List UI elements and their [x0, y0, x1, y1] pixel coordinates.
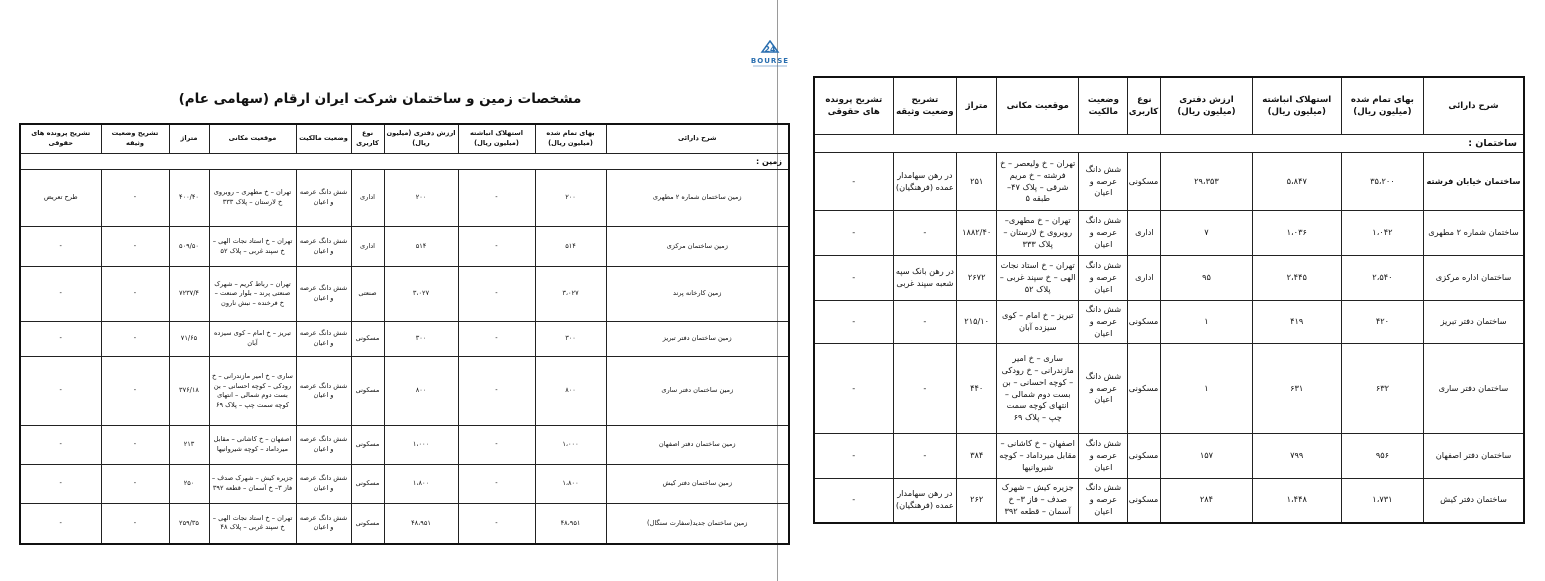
area-cell: ۱۸۸۲/۴۰	[957, 211, 997, 256]
cost-price-cell: ۱،۷۳۱	[1341, 479, 1423, 523]
usage-type-cell: مسکونی	[1128, 301, 1161, 344]
page-title: مشخصات زمین و ساختمان شرکت ایران ارقام (سهامی عام)	[178, 91, 582, 107]
legal-cases-cell: -	[20, 425, 101, 464]
accumulated-depreciation-cell: -	[458, 357, 535, 425]
table-row	[814, 301, 1524, 344]
area-cell: ۳۸۴	[957, 434, 997, 479]
asset-description-cell: زمین ساختمان جدید(سفارت سنگال)	[606, 503, 789, 544]
book-value-cell: ۳،۰۲۷	[384, 267, 458, 321]
book-value-cell: ۲۸۴	[1161, 479, 1252, 523]
book-value-cell: ۸۰۰	[384, 357, 458, 425]
collateral-status-cell: -	[101, 321, 169, 357]
location-cell: تهران – خ ولیعصر – خ فرشته – خ مریم شرقی – پلاک ۴۷– طبقه ۵	[997, 153, 1079, 211]
cost-price-cell: ۳،۰۲۷	[535, 267, 606, 321]
section-row	[814, 135, 1524, 153]
area-cell: ۷۱/۶۵	[169, 321, 209, 357]
usage-type-cell: مسکونی	[1128, 479, 1161, 523]
book-value-cell: ۴۸،۹۵۱	[384, 503, 458, 544]
table-row	[20, 425, 789, 464]
accumulated-depreciation-cell: ۱،۴۴۸	[1252, 479, 1341, 523]
book-value-cell: ۷	[1161, 211, 1252, 256]
section-label: زمین :	[20, 154, 789, 170]
ownership-status-cell: شش دانگ عرصه و اعیان	[296, 170, 351, 226]
accumulated-depreciation-cell: -	[458, 321, 535, 357]
usage-type-cell: اداری	[351, 226, 384, 267]
accumulated-depreciation-cell: -	[458, 267, 535, 321]
table-row	[20, 464, 789, 503]
building-table	[813, 76, 1525, 524]
location-cell: ساری – خ امیر مازندرانی – خ رودکی – کوچه احسانی – بن بست دوم شمالی – انتهای کوچه سمت چپ – پلاک ۶۹	[997, 344, 1079, 434]
cost-price-cell: ۲،۵۴۰	[1341, 256, 1423, 301]
col-header: تشریح وضعیت وثیقه	[893, 77, 957, 135]
collateral-status-cell: -	[101, 226, 169, 267]
legal-cases-cell: -	[814, 344, 893, 434]
location-cell: تهران – رباط کریم – شهرک صنعتی پرند – بلوار صنعت – خ فرخنده – نبش نارون	[209, 267, 296, 321]
cost-price-cell: ۵۱۴	[535, 226, 606, 267]
location-cell: تهران – خ مطهری – روبروی خ لارستان – پلاک ۳۳۳	[209, 170, 296, 226]
table-row	[20, 267, 789, 321]
accumulated-depreciation-cell: ۲،۴۴۵	[1252, 256, 1341, 301]
table-row	[814, 256, 1524, 301]
area-cell: ۲۵۰	[169, 464, 209, 503]
location-cell: تهران – خ استاد نجات الهی – خ سپند غربی – پلاک ۴۸	[209, 503, 296, 544]
ownership-status-cell: شش دانگ عرصه و اعیان	[296, 464, 351, 503]
location-cell: جزیره کیش – شهرک صدف – فاز ۳– خ آسمان – قطعه ۳۹۲	[997, 479, 1079, 523]
legal-cases-cell: -	[814, 211, 893, 256]
legal-cases-cell: -	[20, 357, 101, 425]
location-cell: جزیره کیش – شهرک صدف – فاز ۳– خ آسمان – قطعه ۳۹۲	[209, 464, 296, 503]
col-header: شرح دارائی	[606, 124, 789, 154]
area-cell: ۴۰۰/۴۰	[169, 170, 209, 226]
collateral-status-cell: -	[893, 434, 957, 479]
col-header: موقعیت مکانی	[209, 124, 296, 154]
table-row	[814, 479, 1524, 523]
col-header: تشریح پرونده های حقوقی	[20, 124, 101, 154]
ownership-status-cell: شش دانگ عرصه و اعیان	[296, 321, 351, 357]
area-cell: ۳۷۶/۱۸	[169, 357, 209, 425]
legal-cases-cell: -	[20, 321, 101, 357]
logo-text: BOURSE	[750, 57, 790, 65]
accumulated-depreciation-cell: ۵،۸۴۷	[1252, 153, 1341, 211]
asset-description-cell: زمین ساختمان شماره ۲ مطهری	[606, 170, 789, 226]
col-header: موقعیت مکانی	[997, 77, 1079, 135]
land-table	[19, 123, 790, 545]
svg-text:24: 24	[764, 45, 776, 54]
cost-price-cell: ۱،۰۰۰	[535, 425, 606, 464]
ownership-status-cell: شش دانگ عرصه و اعیان	[296, 226, 351, 267]
location-cell: اصفهان – خ کاشانی – مقابل میرداماد – کوچه شیروانیها	[209, 425, 296, 464]
area-cell: ۲۵۱	[957, 153, 997, 211]
asset-description-cell: زمین ساختمان دفتر ساری	[606, 357, 789, 425]
legal-cases-cell: -	[20, 267, 101, 321]
collateral-status-cell: -	[893, 301, 957, 344]
area-cell: ۲۶۷۲	[957, 256, 997, 301]
ownership-status-cell: شش دانگ عرصه و اعیان	[1079, 301, 1128, 344]
area-cell: ۲۱۵/۱۰	[957, 301, 997, 344]
legal-cases-cell: -	[814, 153, 893, 211]
area-cell: ۲۵۹/۳۵	[169, 503, 209, 544]
collateral-status-cell: در رهن سهامدار عمده (فرهنگیان)	[893, 153, 957, 211]
ownership-status-cell: شش دانگ عرصه و اعیان	[1079, 256, 1128, 301]
col-header: نوع کاربری	[1128, 77, 1161, 135]
usage-type-cell: مسکونی	[351, 357, 384, 425]
accumulated-depreciation-cell: -	[458, 464, 535, 503]
collateral-status-cell: در رهن سهامدار عمده (فرهنگیان)	[893, 479, 957, 523]
location-cell: تهران – خ مطهری– روبروی خ لارستان – پلاک ۳۳۳	[997, 211, 1079, 256]
asset-description-cell: ساختمان اداره مرکزی	[1423, 256, 1524, 301]
table-row	[814, 153, 1524, 211]
col-header: بهای تمام شده (میلیون ریال)	[535, 124, 606, 154]
ownership-status-cell: شش دانگ عرصه و اعیان	[296, 425, 351, 464]
location-cell: تهران – خ استاد نجات الهی – خ سپند غربی – پلاک ۵۲	[209, 226, 296, 267]
col-header: ارزش دفتری (میلیون ریال)	[1161, 77, 1252, 135]
asset-description-cell: ساختمان خیابان فرشته	[1423, 153, 1524, 211]
book-value-cell: ۲۰۰	[384, 170, 458, 226]
usage-type-cell: اداری	[1128, 211, 1161, 256]
land-table-body	[20, 154, 789, 545]
area-cell: ۷۲۳۷/۴	[169, 267, 209, 321]
usage-type-cell: اداری	[351, 170, 384, 226]
usage-type-cell: مسکونی	[1128, 344, 1161, 434]
book-value-cell: ۳۰۰	[384, 321, 458, 357]
accumulated-depreciation-cell: ۴۱۹	[1252, 301, 1341, 344]
table-row	[814, 211, 1524, 256]
ownership-status-cell: شش دانگ عرصه و اعیان	[296, 267, 351, 321]
legal-cases-cell: -	[814, 256, 893, 301]
usage-type-cell: مسکونی	[351, 425, 384, 464]
accumulated-depreciation-cell: ۶۳۱	[1252, 344, 1341, 434]
legal-cases-cell: -	[814, 479, 893, 523]
collateral-status-cell: -	[893, 211, 957, 256]
legal-cases-cell: -	[20, 503, 101, 544]
usage-type-cell: مسکونی	[1128, 153, 1161, 211]
ownership-status-cell: شش دانگ عرصه و اعیان	[1079, 344, 1128, 434]
ownership-status-cell: شش دانگ عرصه و اعیان	[1079, 211, 1128, 256]
usage-type-cell: مسکونی	[351, 503, 384, 544]
legal-cases-cell: -	[20, 464, 101, 503]
col-header: وضعیت مالکیت	[1079, 77, 1128, 135]
legal-cases-cell: -	[814, 434, 893, 479]
book-value-cell: ۵۱۴	[384, 226, 458, 267]
asset-description-cell: زمین ساختمان دفتر اصفهان	[606, 425, 789, 464]
ownership-status-cell: شش دانگ عرصه و اعیان	[1079, 153, 1128, 211]
cost-price-cell: ۱،۸۰۰	[535, 464, 606, 503]
col-header: وضعیت مالکیت	[296, 124, 351, 154]
book-value-cell: ۹۵	[1161, 256, 1252, 301]
asset-description-cell: ساختمان دفتر تبریز	[1423, 301, 1524, 344]
usage-type-cell: اداری	[1128, 256, 1161, 301]
usage-type-cell: مسکونی	[351, 321, 384, 357]
table-row	[20, 170, 789, 226]
book-value-cell: ۱،۰۰۰	[384, 425, 458, 464]
cost-price-cell: ۴۸،۹۵۱	[535, 503, 606, 544]
accumulated-depreciation-cell: ۷۹۹	[1252, 434, 1341, 479]
table-row	[20, 357, 789, 425]
collateral-status-cell: -	[893, 344, 957, 434]
cost-price-cell: ۲۰۰	[535, 170, 606, 226]
collateral-status-cell: -	[101, 425, 169, 464]
cost-price-cell: ۱،۰۴۲	[1341, 211, 1423, 256]
col-header: متراژ	[169, 124, 209, 154]
bourse-logo-icon	[745, 40, 795, 70]
area-cell: ۵۰۹/۵۰	[169, 226, 209, 267]
ownership-status-cell: شش دانگ عرصه و اعیان	[1079, 479, 1128, 523]
section-label: ساختمان :	[814, 135, 1524, 153]
accumulated-depreciation-cell: ۱،۰۳۶	[1252, 211, 1341, 256]
col-header: تشریح پرونده های حقوقی	[814, 77, 893, 135]
asset-description-cell: زمین ساختمان مرکزی	[606, 226, 789, 267]
table-row	[814, 434, 1524, 479]
accumulated-depreciation-cell: -	[458, 425, 535, 464]
table-header-row	[20, 124, 789, 154]
collateral-status-cell: -	[101, 464, 169, 503]
collateral-status-cell: -	[101, 267, 169, 321]
cost-price-cell: ۳۰۰	[535, 321, 606, 357]
accumulated-depreciation-cell: -	[458, 226, 535, 267]
ownership-status-cell: شش دانگ عرصه و اعیان	[296, 503, 351, 544]
collateral-status-cell: -	[101, 503, 169, 544]
table-row	[20, 503, 789, 544]
legal-cases-cell: -	[20, 226, 101, 267]
col-header: نوع کاربری	[351, 124, 384, 154]
col-header: استهلاک انباشته (میلیون ریال)	[458, 124, 535, 154]
legal-cases-cell: طرح تعریض	[20, 170, 101, 226]
asset-description-cell: زمین ساختمان دفتر تبریز	[606, 321, 789, 357]
table-row	[20, 226, 789, 267]
usage-type-cell: مسکونی	[351, 464, 384, 503]
table-row	[814, 344, 1524, 434]
accumulated-depreciation-cell: -	[458, 170, 535, 226]
asset-description-cell: ساختمان دفتر کیش	[1423, 479, 1524, 523]
building-table-body	[814, 135, 1524, 523]
location-cell: تهران – خ استاد نجات الهی – خ سپند غربی – پلاک ۵۲	[997, 256, 1079, 301]
accumulated-depreciation-cell: -	[458, 503, 535, 544]
collateral-status-cell: در رهن بانک سپه شعبه سپند غربی	[893, 256, 957, 301]
col-header: استهلاک انباشته (میلیون ریال)	[1252, 77, 1341, 135]
book-value-cell: ۱	[1161, 344, 1252, 434]
col-header: بهای تمام شده (میلیون ریال)	[1341, 77, 1423, 135]
col-header: تشریح وضعیت وثیقه	[101, 124, 169, 154]
ownership-status-cell: شش دانگ عرصه و اعیان	[1079, 434, 1128, 479]
asset-description-cell: ساختمان دفتر اصفهان	[1423, 434, 1524, 479]
book-value-cell: ۱۵۷	[1161, 434, 1252, 479]
cost-price-cell: ۳۵،۲۰۰	[1341, 153, 1423, 211]
book-value-cell: ۱	[1161, 301, 1252, 344]
location-cell: اصفهان – خ کاشانی – مقابل میرداماد – کوچه شیروانیها	[997, 434, 1079, 479]
book-value-cell: ۲۹،۳۵۳	[1161, 153, 1252, 211]
col-header: ارزش دفتری (میلیون ریال)	[384, 124, 458, 154]
location-cell: تبریز – خ امام – کوی سیزده آبان	[997, 301, 1079, 344]
area-cell: ۲۶۲	[957, 479, 997, 523]
table-row	[20, 321, 789, 357]
section-row	[20, 154, 789, 170]
ownership-status-cell: شش دانگ عرصه و اعیان	[296, 357, 351, 425]
col-header: متراژ	[957, 77, 997, 135]
asset-description-cell: ساختمان شماره ۲ مطهری	[1423, 211, 1524, 256]
collateral-status-cell: -	[101, 357, 169, 425]
book-value-cell: ۱،۸۰۰	[384, 464, 458, 503]
cost-price-cell: ۸۰۰	[535, 357, 606, 425]
location-cell: تبریز – خ امام – کوی سیزده آبان	[209, 321, 296, 357]
location-cell: ساری – خ امیر مازندرانی – خ رودکی – کوچه احسانی – بن بست دوم شمالی – انتهای کوچه سمت چپ – پلاک ۶۹	[209, 357, 296, 425]
cost-price-cell: ۴۲۰	[1341, 301, 1423, 344]
asset-description-cell: زمین ساختمان دفتر کیش	[606, 464, 789, 503]
area-cell: ۲۱۳	[169, 425, 209, 464]
table-header-row	[814, 77, 1524, 135]
usage-type-cell: صنعتی	[351, 267, 384, 321]
col-header: شرح دارائی	[1423, 77, 1524, 135]
area-cell: ۴۴۰	[957, 344, 997, 434]
asset-description-cell: زمین کارخانه پرند	[606, 267, 789, 321]
usage-type-cell: مسکونی	[1128, 434, 1161, 479]
legal-cases-cell: -	[814, 301, 893, 344]
cost-price-cell: ۹۵۶	[1341, 434, 1423, 479]
asset-description-cell: ساختمان دفتر ساری	[1423, 344, 1524, 434]
collateral-status-cell: -	[101, 170, 169, 226]
cost-price-cell: ۶۳۲	[1341, 344, 1423, 434]
